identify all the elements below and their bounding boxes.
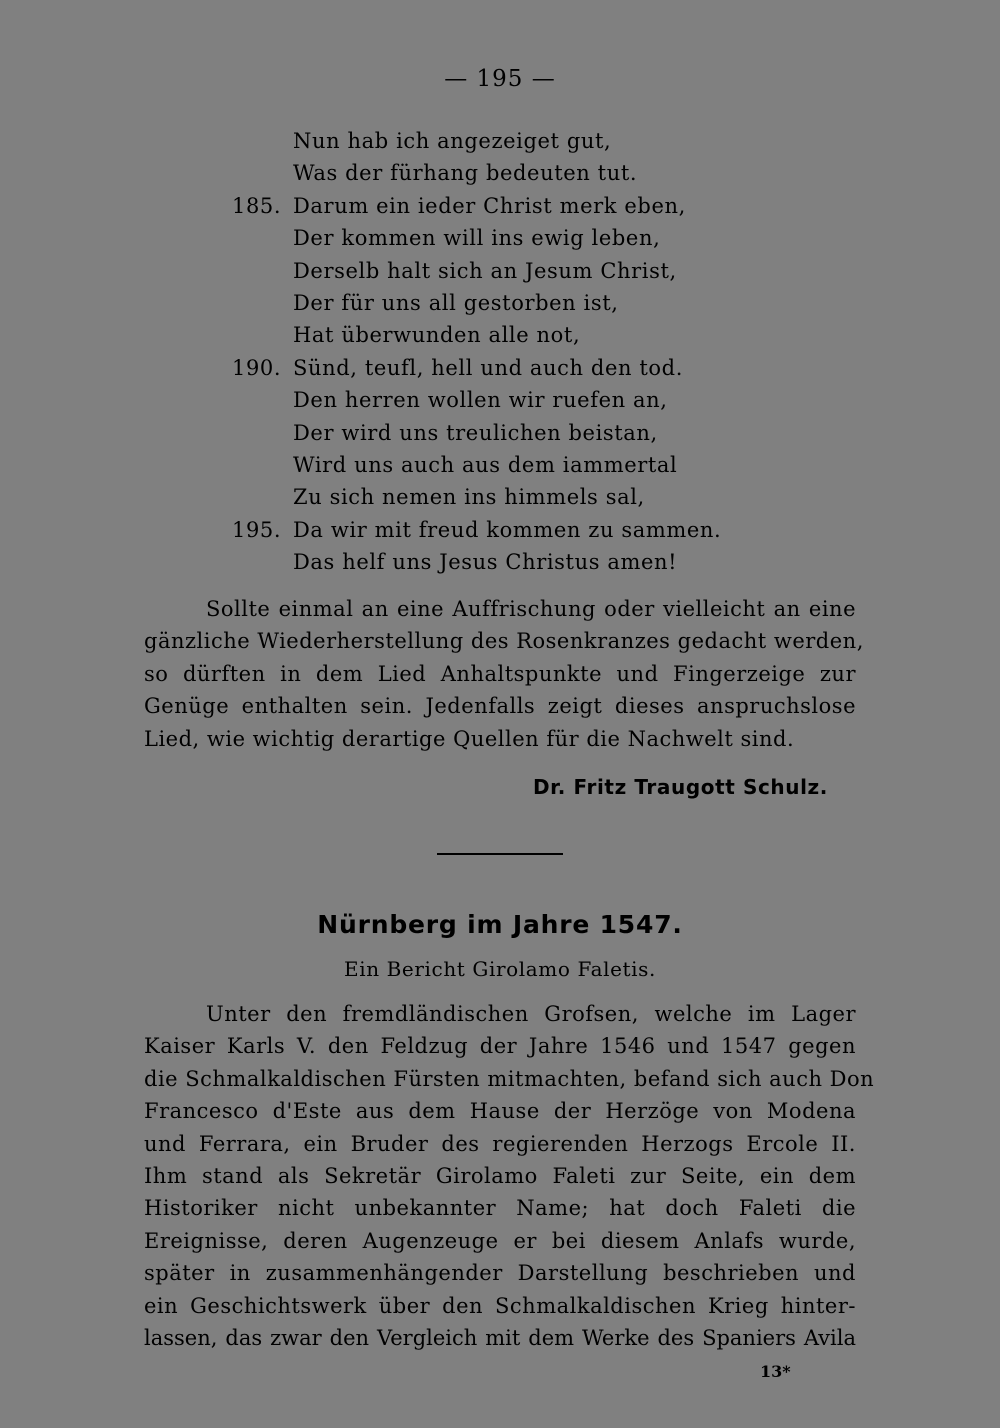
line-text: Was der fürhang bedeuten tut. (293, 161, 638, 186)
line-text: Das helf uns Jesus Christus amen! (293, 550, 678, 575)
poem-line (0, 319, 1000, 351)
line-text: Der wird uns treulichen beistan, (293, 420, 658, 445)
paragraph-line: Lied, wie wichtig derartige Quellen für die Nachwelt sind. (144, 726, 795, 751)
line-text: Den herren wollen wir ruefen an, (293, 388, 668, 413)
line-number: 190. (232, 355, 282, 380)
line-text: Der kommen will ins ewig leben, (293, 226, 661, 251)
closing-paragraph (144, 593, 864, 755)
poem-line (0, 125, 1000, 157)
poem-line (0, 481, 1000, 513)
poem-line (0, 190, 1000, 222)
line-text: Sünd, teufl, hell und auch den tod. (293, 355, 683, 380)
paragraph-line: Kaiser Karls V. den Feldzug der Jahre 1546 und 1547 gegen (144, 1034, 856, 1059)
poem-line (0, 287, 1000, 319)
poem-line (0, 222, 1000, 254)
poem-line (0, 157, 1000, 189)
line-text: Der für uns all gestorben ist, (293, 290, 619, 315)
line-number: 185. (232, 193, 282, 218)
poem-line (0, 352, 1000, 384)
article-title: Nürnberg im Jahre 1547. (317, 910, 683, 939)
poem-line (0, 514, 1000, 546)
line-text: Zu sich nemen ins himmels sal, (293, 485, 645, 510)
line-text: Derselb halt sich an Jesum Christ, (293, 258, 677, 283)
paragraph-line: die Schmalkaldischen Fürsten mitmachten, befand sich auch Don (144, 1066, 875, 1091)
line-text: Darum ein ieder Christ merk eben, (293, 193, 686, 218)
paragraph-line: gänzliche Wiederherstellung des Rosenkranzes gedacht werden, (144, 629, 864, 654)
author-signature: Dr. Fritz Traugott Schulz. (532, 775, 828, 799)
printer-signature-mark: 13* (760, 1362, 791, 1381)
paragraph-line: Francesco d'Este aus dem Hause der Herzöge von Modena (144, 1099, 856, 1124)
paragraph-line: Historiker nicht unbekannter Name; hat doch Faleti die (144, 1196, 856, 1221)
line-text: Nun hab ich angezeiget gut, (293, 129, 612, 153)
paragraph-line: und Ferrara, ein Bruder des regierenden Herzogs Ercole II. (144, 1131, 856, 1156)
paragraph-line: Genüge enthalten sein. Jedenfalls zeigt dieses anspruchslose (144, 694, 856, 719)
paragraph-line: Ihm stand als Sekretär Girolamo Faleti zur Seite, ein dem (144, 1163, 856, 1188)
poem-line (0, 384, 1000, 416)
poem-line (0, 417, 1000, 449)
paragraph-line: Unter den fremdländischen Grofsen, welche im Lager (206, 1002, 856, 1026)
line-text: Da wir mit freud kommen zu sammen. (293, 517, 722, 542)
paragraph-line: lassen, das zwar den Vergleich mit dem Werke des Spaniers Avila (144, 1325, 856, 1350)
article-body (144, 998, 875, 1354)
article-subtitle: Ein Bericht Girolamo Faletis. (344, 957, 656, 981)
paragraph-line: so dürften in dem Lied Anhaltspunkte und Fingerzeige zur (144, 661, 856, 686)
poem-line (0, 255, 1000, 287)
section-divider (437, 853, 563, 855)
page-number: — 195 — (444, 66, 556, 92)
paragraph-line: Ereignisse, deren Augenzeuge er bei diesem Anlafs wurde, (144, 1228, 856, 1253)
line-number: 195. (232, 517, 282, 542)
poem-line (0, 449, 1000, 481)
poem-line (0, 546, 1000, 578)
paragraph-line: später in zusammenhängender Darstellung beschrieben und (144, 1261, 856, 1286)
poem (0, 125, 1000, 578)
paragraph-line: Sollte einmal an eine Auffrischung oder vielleicht an eine (206, 597, 856, 621)
paragraph-line: ein Geschichtswerk über den Schmalkaldischen Krieg hinter- (144, 1293, 856, 1318)
line-text: Hat überwunden alle not, (293, 323, 581, 348)
line-text: Wird uns auch aus dem iammertal (293, 452, 678, 477)
